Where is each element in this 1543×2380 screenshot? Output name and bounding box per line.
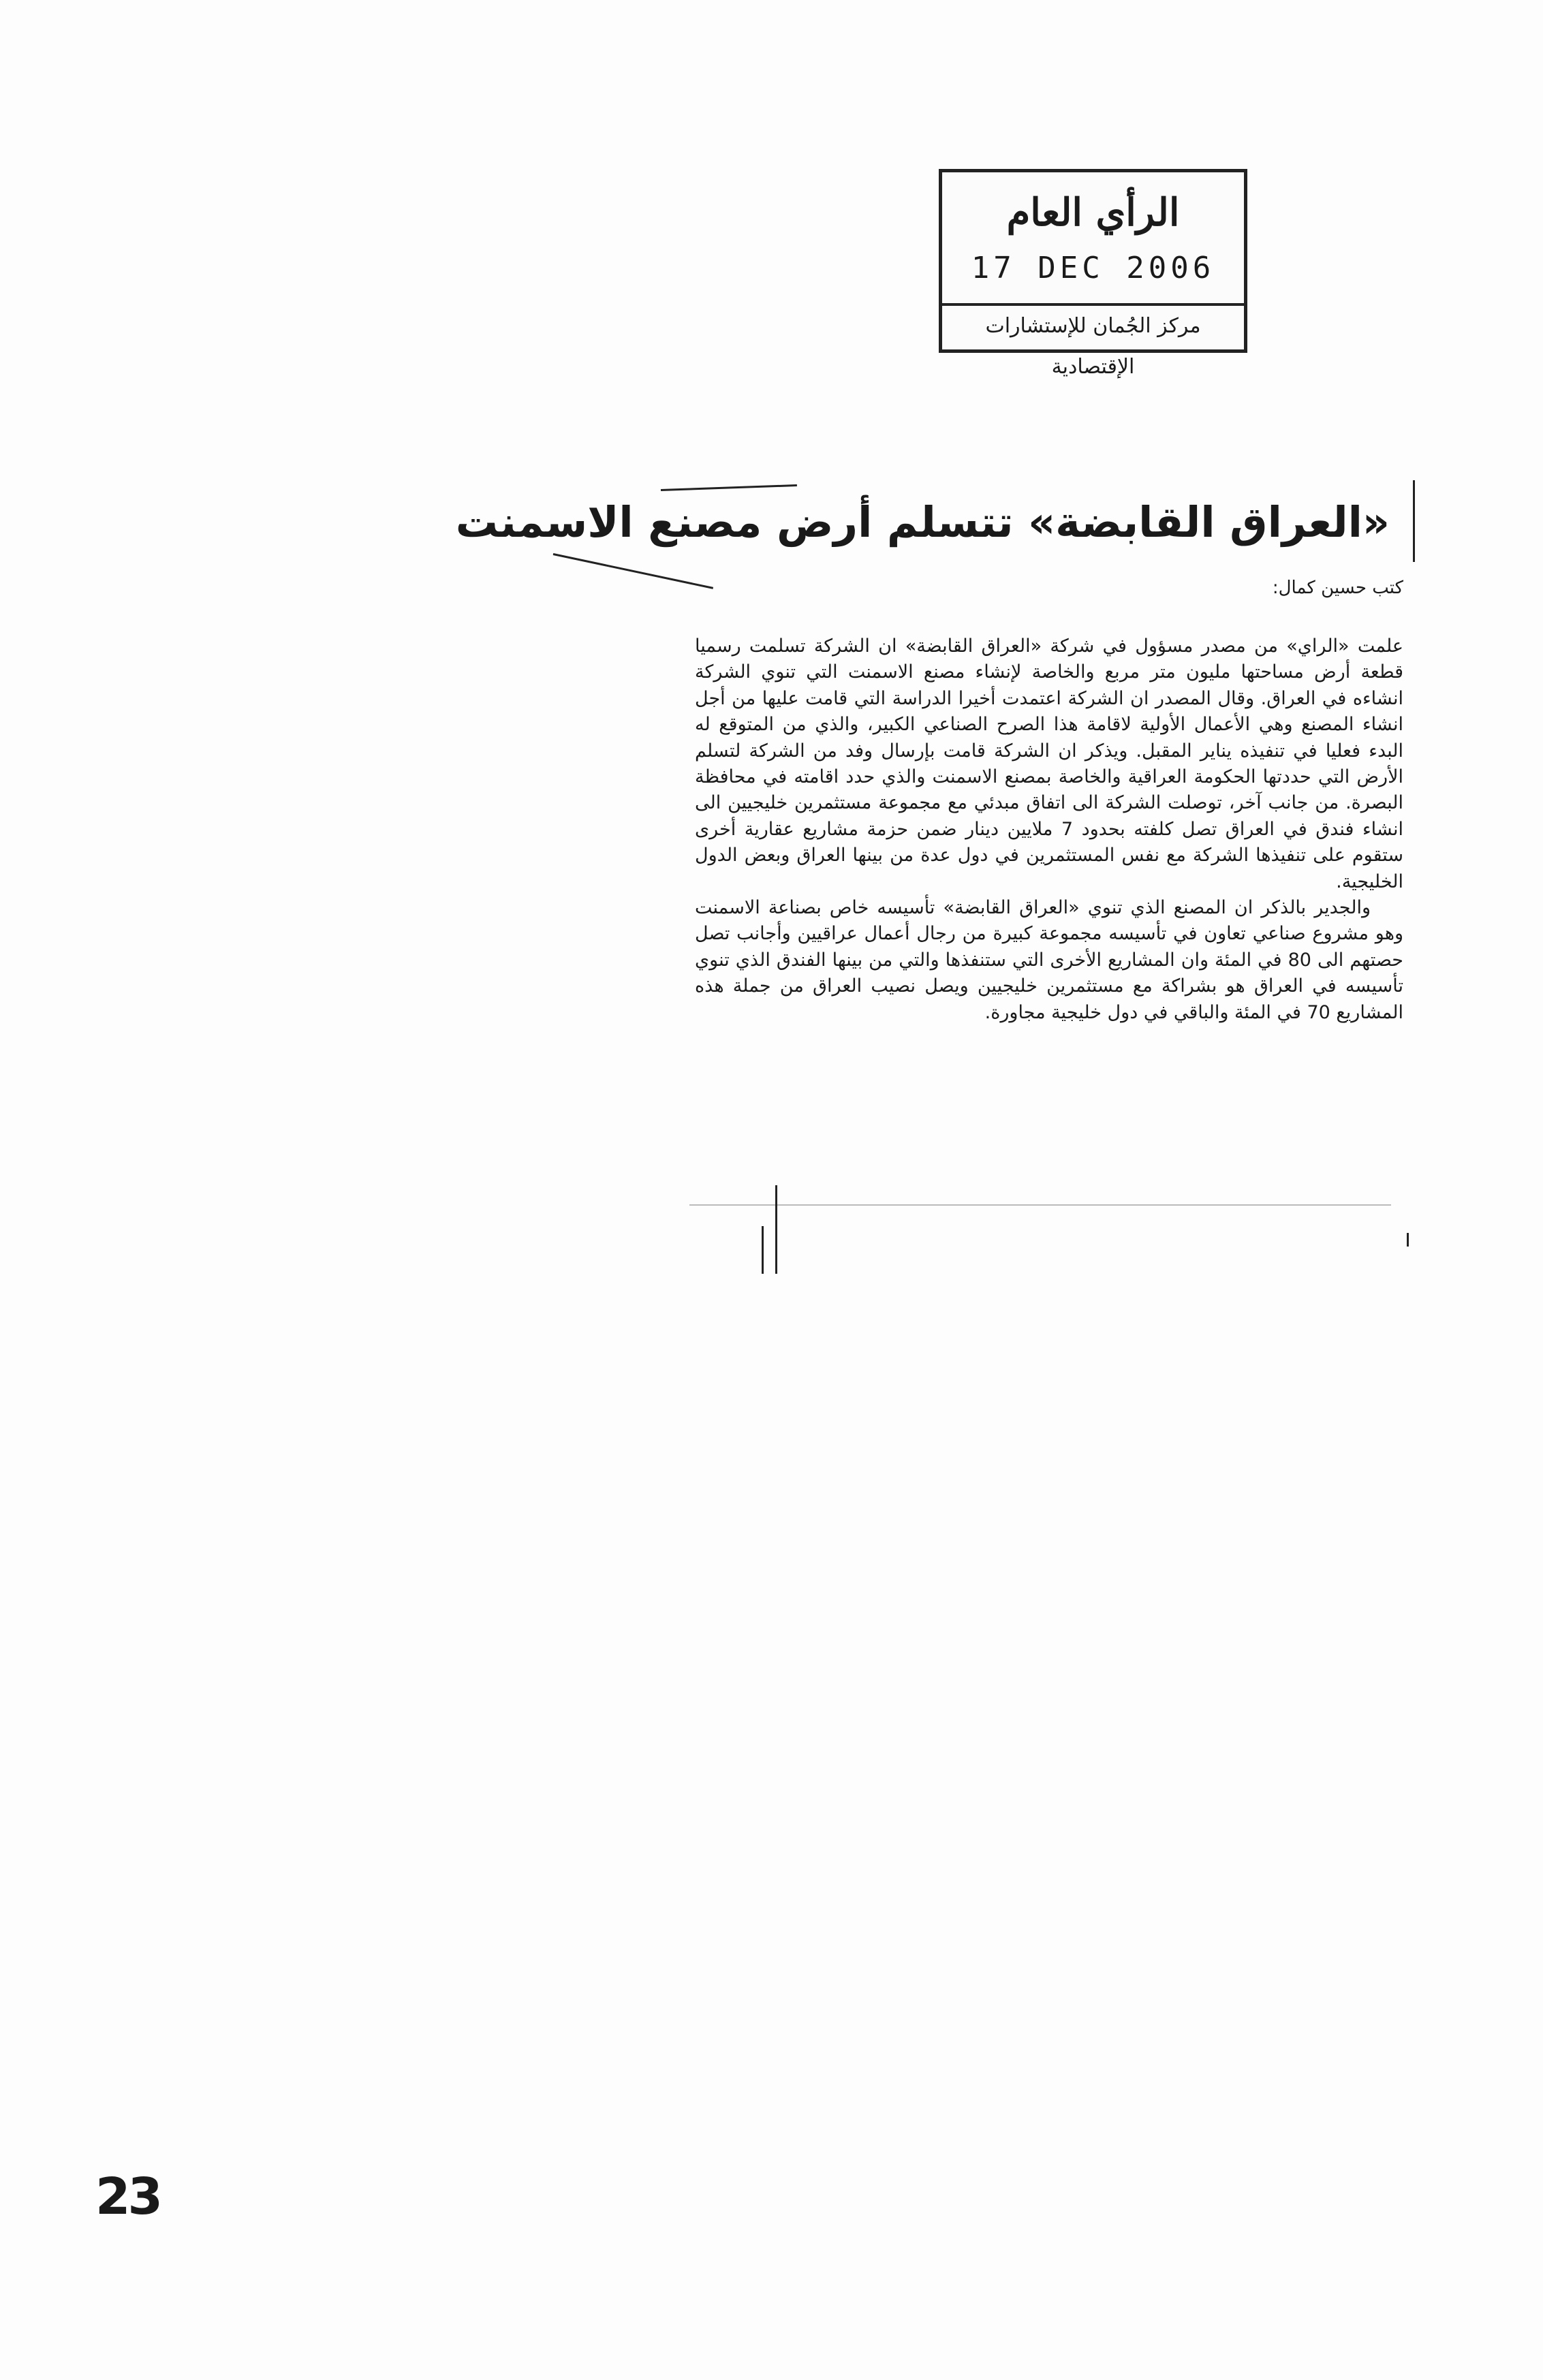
clipping-edge-line xyxy=(1413,480,1415,562)
stamp-date: 17 DEC 2006 xyxy=(971,251,1215,285)
article-byline: كتب حسين كمال: xyxy=(1272,578,1403,598)
pen-stroke xyxy=(775,1185,777,1274)
article-paragraph: علمت «الراي» من مصدر مسؤول في شركة «العراق القابضة» ان الشركة تسلمت رسميا قطعة أرض مساحتها مليون متر مربع والخاصة لإنشاء مصنع الاسمنت التي تنوي الشركة انشاءه في العراق. وقال المصدر ان الشركة اعتمدت أخيرا الدراسة التي قامت عليها من أجل انشاء المصنع وهي الأعمال الأولية لاقامة هذا الصرح الصناعي الكبير، والذي من المتوقع له البدء فعليا في تنفيذه يناير المقبل. ويذكر ان الشركة قامت بإرسال وفد من الشركة لتسلم الأرض التي حددتها الحكومة العراقية والخاصة بمصنع الاسمنت والذي حدد اقامته في محافظة البصرة. من جانب آخر، توصلت الشركة الى اتفاق مبدئي مع مجموعة مستثمرين خليجيين الى انشاء فندق في العراق تصل كلفته بحدود 7 ملايين دينار ضمن حزمة مشاريع عقارية أخرى ستقوم على تنفيذها الشركة مع نفس المستثمرين في دول عدة من بينها العراق وبعض الدول الخليجية. xyxy=(695,636,1403,892)
newspaper-logo: الرأي العام xyxy=(1006,190,1180,235)
scissor-mark-line xyxy=(553,553,713,589)
page-number: 23 xyxy=(95,2167,160,2226)
article-body xyxy=(695,633,1403,1026)
archive-stamp xyxy=(939,169,1247,379)
stamp-organization: مركز الجُمان للإستشارات الإقتصادية xyxy=(942,303,1244,349)
clipping-edge-line xyxy=(689,1204,1391,1206)
pen-stroke xyxy=(1407,1233,1409,1247)
article-headline: «العراق القابضة» تتسلم أرض مصنع الاسمنت xyxy=(455,497,1390,547)
pen-stroke xyxy=(762,1226,764,1274)
scissor-mark-line xyxy=(661,484,797,491)
article-paragraph: والجدير بالذكر ان المصنع الذي تنوي «العراق القابضة» تأسيسه خاص بصناعة الاسمنت وهو مشروع صناعي تعاون في تأسيسه مجموعة كبيرة من رجال أعمال عراقيين وأجانب تصل حصتهم الى 80 في المئة وان المشاريع الأخرى التي ستنفذها والتي من بينها الفندق الذي تنوي تأسيسه في العراق هو بشراكة مع مستثمرين خليجيين ويصل نصيب العراق من جملة هذه المشاريع 70 في المئة والباقي في دول خليجية مجاورة. xyxy=(695,897,1403,1023)
